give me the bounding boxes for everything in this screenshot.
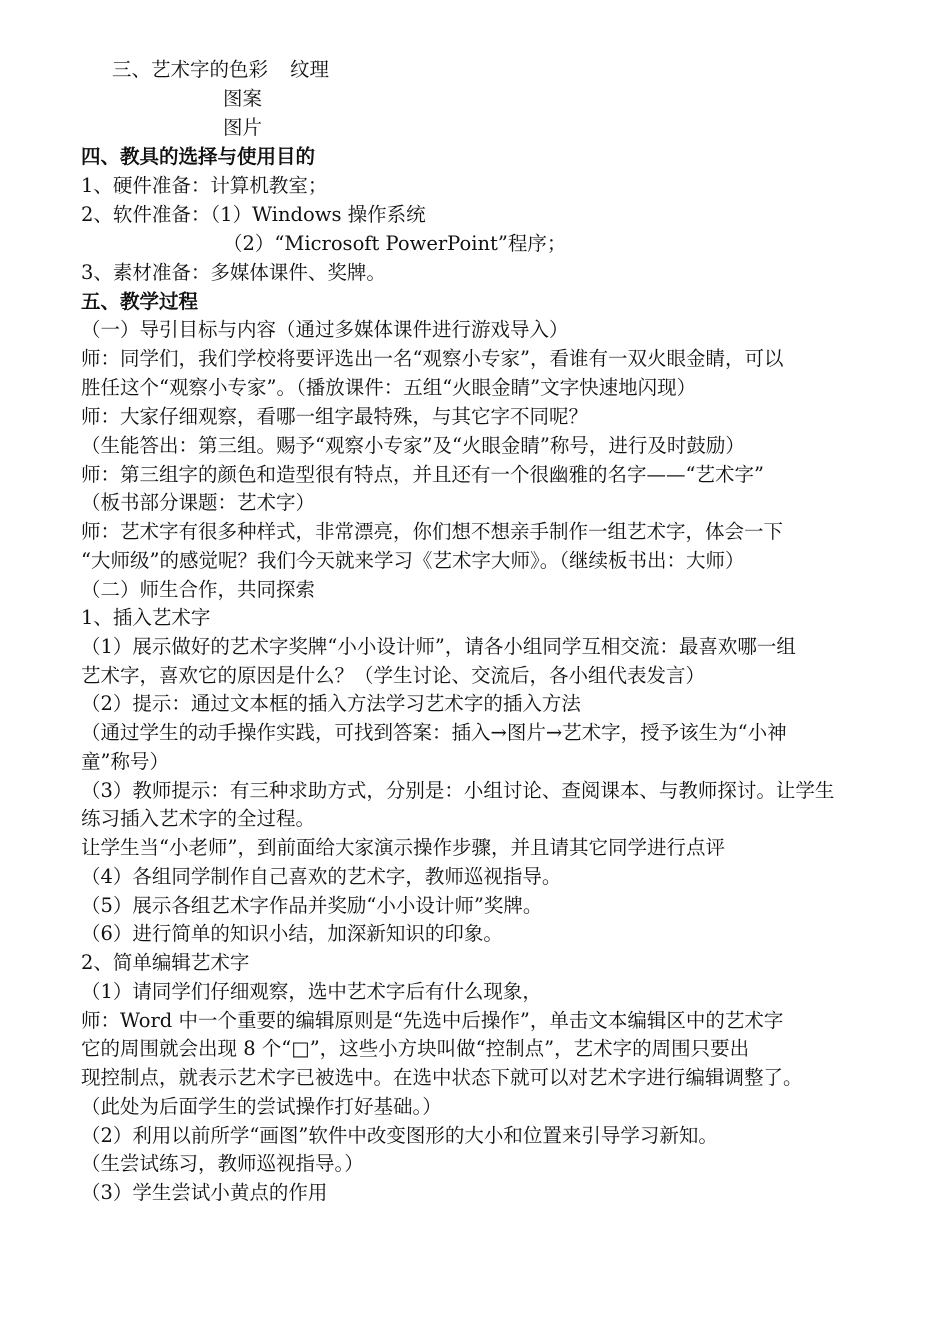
- text-line: （2）利用以前所学“画图”软件中改变图形的大小和位置来引导学习新知。: [81, 1124, 718, 1147]
- item-picture: 图片: [223, 116, 263, 139]
- text-line: 让学生当“小老师”，到前面给大家演示操作步骤，并且请其它同学进行点评: [81, 836, 725, 859]
- text-line: 师：Word 中一个重要的编辑原则是“先选中后操作”，单击文本编辑区中的艺术字: [81, 1009, 784, 1032]
- text-line: （3）教师提示：有三种求助方式，分别是：小组讨论、查阅课本、与教师探讨。让学生: [81, 779, 835, 802]
- text-line: 童”称号）: [81, 750, 169, 773]
- text-line: （4）各组同学制作自己喜欢的艺术字，教师巡视指导。: [81, 865, 562, 888]
- text-line: 练习插入艺术字的全过程。: [81, 807, 316, 830]
- text-line: “大师级”的感觉呢？我们今天就来学习《艺术字大师》。（继续板书出：大师）: [81, 549, 745, 572]
- heading-teaching-process: 五、教学过程: [81, 290, 199, 313]
- software-prep-2: （2）“Microsoft PowerPoint”程序；: [223, 232, 567, 255]
- subheading-1: （一）导引目标与内容（通过多媒体课件进行游戏导入）: [81, 318, 569, 341]
- text-line: （1）展示做好的艺术字奖牌“小小设计师”，请各小组同学互相交流：最喜欢哪一组: [81, 635, 796, 658]
- text-line: 现控制点，就表示艺术字已被选中。在选中状态下就可以对艺术字进行编辑调整了。: [81, 1066, 803, 1089]
- text-line: 它的周围就会出现 8 个“□”，这些小方块叫做“控制点”，艺术字的周围只要出: [81, 1037, 750, 1060]
- step-insert-wordart: 1、插入艺术字: [81, 606, 211, 629]
- text-line: （此处为后面学生的尝试操作打好基础。）: [81, 1095, 442, 1118]
- step-edit-wordart: 2、简单编辑艺术字: [81, 951, 250, 974]
- text-line: 师：同学们，我们学校将要评选出一名“观察小专家”，看谁有一双火眼金睛，可以: [81, 347, 784, 370]
- text-line: 师：艺术字有很多种样式，非常漂亮，你们想不想亲手制作一组艺术字，体会一下: [81, 520, 784, 543]
- software-prep: 2、软件准备：（1）Windows 操作系统: [81, 203, 426, 226]
- text-line: 师：第三组字的颜色和造型很有特点，并且还有一个很幽雅的名字——“艺术字”: [81, 463, 764, 486]
- item-pattern: 图案: [223, 87, 263, 110]
- section-3-title: 三、艺术字的色彩: [112, 58, 269, 81]
- text-line: 艺术字，喜欢它的原因是什么？（学生讨论、交流后，各小组代表发言）: [81, 664, 706, 687]
- text-line: （生尝试练习，教师巡视指导。）: [81, 1152, 364, 1175]
- item-texture: 纹理: [290, 58, 330, 81]
- text-line: （1）请同学们仔细观察，选中艺术字后有什么现象，: [81, 980, 542, 1003]
- line-section-3: [112, 56, 912, 84]
- text-line: （3）学生尝试小黄点的作用: [81, 1181, 328, 1204]
- text-line: 胜任这个“观察小专家”。（播放课件：五组“火眼金睛”文字快速地闪现）: [81, 376, 697, 399]
- text-line: （生能答出：第三组。赐予“观察小专家”及“火眼金睛”称号，进行及时鼓励）: [81, 434, 745, 457]
- subheading-2: （二）师生合作，共同探索: [81, 578, 316, 601]
- material-prep: 3、素材准备：多媒体课件、奖牌。: [81, 261, 386, 284]
- text-line: （5）展示各组艺术字作品并奖励“小小设计师”奖牌。: [81, 894, 543, 917]
- text-line: （2）提示：通过文本框的插入方法学习艺术字的插入方法: [81, 692, 581, 715]
- text-line: （6）进行简单的知识小结，加深新知识的印象。: [81, 922, 503, 945]
- heading-teaching-aids: 四、教具的选择与使用目的: [81, 145, 316, 168]
- text-line: （通过学生的动手操作实践，可找到答案：插入→图片→艺术字，授予该生为“小神: [81, 721, 787, 744]
- text-line: 师：大家仔细观察，看哪一组字最特殊，与其它字不同呢？: [81, 405, 589, 428]
- hardware-prep: 1、硬件准备：计算机教室；: [81, 174, 328, 197]
- text-line: （板书部分课题：艺术字）: [81, 491, 316, 514]
